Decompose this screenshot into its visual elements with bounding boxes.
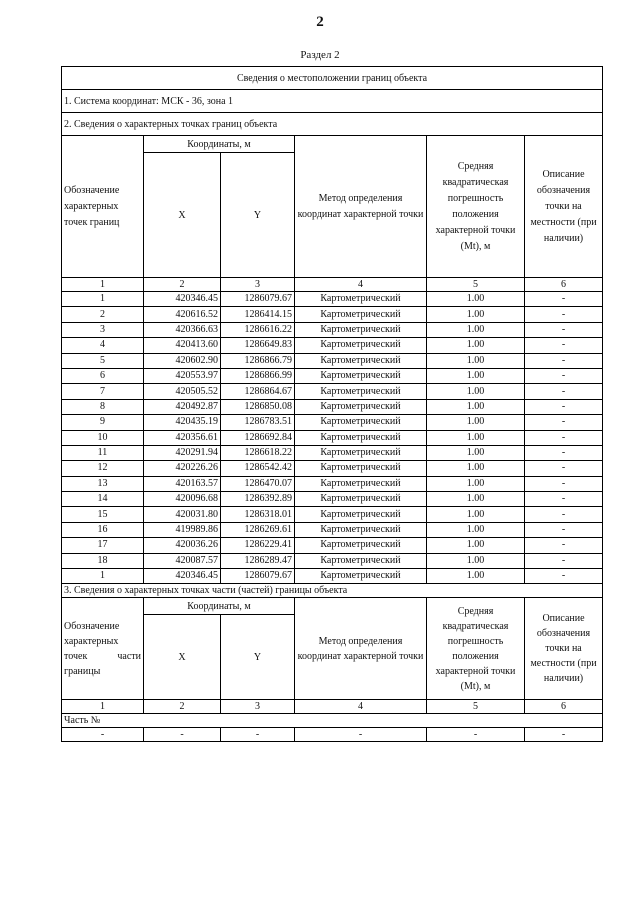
method-cell: Картометрический — [295, 538, 427, 553]
boundary-table — [61, 66, 603, 742]
point-number-cell: 17 — [62, 538, 144, 553]
point-number-cell: 4 — [62, 338, 144, 353]
x-cell: 420492.87 — [144, 399, 221, 414]
parts-index-row — [62, 700, 603, 714]
table-row — [62, 492, 603, 507]
table-row — [62, 522, 603, 537]
table-cell: - — [427, 728, 525, 742]
x-cell: 420096.68 — [144, 492, 221, 507]
point-number-cell: 9 — [62, 415, 144, 430]
point-number-cell: 2 — [62, 307, 144, 322]
method-cell: Картометрический — [295, 553, 427, 568]
method-cell: Картометрический — [295, 445, 427, 460]
table-row — [62, 445, 603, 460]
x-cell: 420346.45 — [144, 569, 221, 584]
index-cell: 5 — [427, 700, 525, 714]
page-number: 2 — [316, 14, 324, 30]
accuracy-cell: 1.00 — [427, 353, 525, 368]
table-row — [62, 553, 603, 568]
description-cell: - — [525, 492, 603, 507]
table-row — [62, 569, 603, 584]
accuracy-cell: 1.00 — [427, 338, 525, 353]
description-cell: - — [525, 430, 603, 445]
index-cell: 6 — [525, 278, 603, 292]
y-cell: 1286414.15 — [221, 307, 295, 322]
point-number-cell: 11 — [62, 445, 144, 460]
parts-row — [62, 728, 603, 742]
description-cell: - — [525, 569, 603, 584]
index-cell: 3 — [221, 278, 295, 292]
x-cell: 419989.86 — [144, 522, 221, 537]
x-cell: 420602.90 — [144, 353, 221, 368]
description-cell: - — [525, 445, 603, 460]
index-cell: 1 — [62, 700, 144, 714]
header-method: Метод определения координат характерной точки — [295, 136, 427, 278]
x-cell: 420346.45 — [144, 292, 221, 307]
section-title: Раздел 2 — [300, 49, 340, 61]
y-cell: 1286229.41 — [221, 538, 295, 553]
y-cell: 1286079.67 — [221, 569, 295, 584]
table-row — [62, 399, 603, 414]
y-cell: 1286618.22 — [221, 445, 295, 460]
index-cell: 4 — [295, 700, 427, 714]
y-cell: 1286783.51 — [221, 415, 295, 430]
description-cell: - — [525, 415, 603, 430]
table-cell: - — [295, 728, 427, 742]
y-cell: 1286649.83 — [221, 338, 295, 353]
method-cell: Картометрический — [295, 338, 427, 353]
description-cell: - — [525, 476, 603, 491]
table-row — [62, 338, 603, 353]
index-row — [62, 278, 603, 292]
accuracy-cell: 1.00 — [427, 522, 525, 537]
accuracy-cell: 1.00 — [427, 415, 525, 430]
accuracy-cell: 1.00 — [427, 445, 525, 460]
header-x: X — [144, 153, 221, 278]
method-cell: Картометрический — [295, 461, 427, 476]
x-cell: 420291.94 — [144, 445, 221, 460]
accuracy-cell: 1.00 — [427, 368, 525, 383]
table-row — [62, 430, 603, 445]
description-cell: - — [525, 507, 603, 522]
points-heading: 2. Сведения о характерных точках границ объекта — [62, 113, 603, 136]
description-cell: - — [525, 322, 603, 337]
method-cell: Картометрический — [295, 368, 427, 383]
x-cell: 420226.26 — [144, 461, 221, 476]
method-cell: Картометрический — [295, 430, 427, 445]
method-cell: Картометрический — [295, 322, 427, 337]
method-cell: Картометрический — [295, 307, 427, 322]
part-label: Часть № — [62, 714, 603, 728]
description-cell: - — [525, 368, 603, 383]
coord-system: 1. Система координат: МСК - 36, зона 1 — [62, 90, 603, 113]
table-row — [62, 384, 603, 399]
description-cell: - — [525, 384, 603, 399]
point-number-cell: 16 — [62, 522, 144, 537]
table-row — [62, 538, 603, 553]
x-cell: 420505.52 — [144, 384, 221, 399]
point-number-cell: 15 — [62, 507, 144, 522]
description-cell: - — [525, 538, 603, 553]
y-cell: 1286470.07 — [221, 476, 295, 491]
method-cell: Картометрический — [295, 522, 427, 537]
accuracy-cell: 1.00 — [427, 569, 525, 584]
method-cell: Картометрический — [295, 492, 427, 507]
accuracy-cell: 1.00 — [427, 384, 525, 399]
description-cell: - — [525, 461, 603, 476]
table-row — [62, 353, 603, 368]
index-cell: 3 — [221, 700, 295, 714]
index-cell: 1 — [62, 278, 144, 292]
y-cell: 1286318.01 — [221, 507, 295, 522]
description-cell: - — [525, 553, 603, 568]
table-title: Сведения о местоположении границ объекта — [62, 67, 603, 90]
table-row — [62, 307, 603, 322]
point-number-cell: 3 — [62, 322, 144, 337]
x-cell: 420435.19 — [144, 415, 221, 430]
x-cell: 420036.26 — [144, 538, 221, 553]
parts-header-y: Y — [221, 615, 295, 700]
method-cell: Картометрический — [295, 415, 427, 430]
index-cell: 6 — [525, 700, 603, 714]
header-coords: Координаты, м — [144, 136, 295, 153]
index-cell: 2 — [144, 278, 221, 292]
y-cell: 1286866.99 — [221, 368, 295, 383]
accuracy-cell: 1.00 — [427, 538, 525, 553]
table-row — [62, 476, 603, 491]
point-number-cell: 18 — [62, 553, 144, 568]
y-cell: 1286269.61 — [221, 522, 295, 537]
point-number-cell: 13 — [62, 476, 144, 491]
method-cell: Картометрический — [295, 569, 427, 584]
point-number-cell: 5 — [62, 353, 144, 368]
accuracy-cell: 1.00 — [427, 307, 525, 322]
x-cell: 420087.57 — [144, 553, 221, 568]
y-cell: 1286864.67 — [221, 384, 295, 399]
x-cell: 420553.97 — [144, 368, 221, 383]
accuracy-cell: 1.00 — [427, 461, 525, 476]
table-cell: - — [62, 728, 144, 742]
y-cell: 1286616.22 — [221, 322, 295, 337]
table-row — [62, 507, 603, 522]
table-row — [62, 368, 603, 383]
method-cell: Картометрический — [295, 399, 427, 414]
table-row — [62, 322, 603, 337]
y-cell: 1286692.84 — [221, 430, 295, 445]
parts-header-description: Описание обозначения точки на местности (при наличии) — [525, 598, 603, 700]
point-number-cell: 8 — [62, 399, 144, 414]
y-cell: 1286289.47 — [221, 553, 295, 568]
point-number-cell: 1 — [62, 569, 144, 584]
method-cell: Картометрический — [295, 292, 427, 307]
accuracy-cell: 1.00 — [427, 553, 525, 568]
table-row — [62, 415, 603, 430]
accuracy-cell: 1.00 — [427, 430, 525, 445]
y-cell: 1286850.08 — [221, 399, 295, 414]
point-number-cell: 10 — [62, 430, 144, 445]
header-y: Y — [221, 153, 295, 278]
description-cell: - — [525, 399, 603, 414]
method-cell: Картометрический — [295, 507, 427, 522]
method-cell: Картометрический — [295, 476, 427, 491]
index-cell: 4 — [295, 278, 427, 292]
point-number-cell: 1 — [62, 292, 144, 307]
accuracy-cell: 1.00 — [427, 492, 525, 507]
parts-header-accuracy: Средняя квадратическая погрешность положения характерной точки (Mt), м — [427, 598, 525, 700]
y-cell: 1286079.67 — [221, 292, 295, 307]
y-cell: 1286392.89 — [221, 492, 295, 507]
table-cell: - — [525, 728, 603, 742]
x-cell: 420616.52 — [144, 307, 221, 322]
accuracy-cell: 1.00 — [427, 292, 525, 307]
parts-heading: 3. Сведения о характерных точках части (частей) границы объекта — [62, 584, 603, 598]
accuracy-cell: 1.00 — [427, 507, 525, 522]
y-cell: 1286866.79 — [221, 353, 295, 368]
index-cell: 5 — [427, 278, 525, 292]
index-cell: 2 — [144, 700, 221, 714]
point-number-cell: 14 — [62, 492, 144, 507]
table-row — [62, 292, 603, 307]
point-number-cell: 7 — [62, 384, 144, 399]
x-cell: 420356.61 — [144, 430, 221, 445]
table-row — [62, 461, 603, 476]
point-number-cell: 6 — [62, 368, 144, 383]
parts-header-designation: Обозначение характерных точек части границы — [62, 598, 144, 700]
accuracy-cell: 1.00 — [427, 399, 525, 414]
table-cell: - — [221, 728, 295, 742]
description-cell: - — [525, 338, 603, 353]
header-description: Описание обозначения точки на местности (при наличии) — [525, 136, 603, 278]
x-cell: 420031.80 — [144, 507, 221, 522]
point-number-cell: 12 — [62, 461, 144, 476]
accuracy-cell: 1.00 — [427, 322, 525, 337]
x-cell: 420366.63 — [144, 322, 221, 337]
parts-header-coords: Координаты, м — [144, 598, 295, 615]
description-cell: - — [525, 292, 603, 307]
description-cell: - — [525, 353, 603, 368]
method-cell: Картометрический — [295, 353, 427, 368]
header-accuracy: Средняя квадратическая погрешность положения характерной точки (Mt), м — [427, 136, 525, 278]
method-cell: Картометрический — [295, 384, 427, 399]
table-cell: - — [144, 728, 221, 742]
description-cell: - — [525, 522, 603, 537]
y-cell: 1286542.42 — [221, 461, 295, 476]
description-cell: - — [525, 307, 603, 322]
header-designation: Обозначение характерных точек границ — [62, 136, 144, 278]
x-cell: 420163.57 — [144, 476, 221, 491]
parts-header-method: Метод определения координат характерной точки — [295, 598, 427, 700]
accuracy-cell: 1.00 — [427, 476, 525, 491]
x-cell: 420413.60 — [144, 338, 221, 353]
parts-header-x: X — [144, 615, 221, 700]
